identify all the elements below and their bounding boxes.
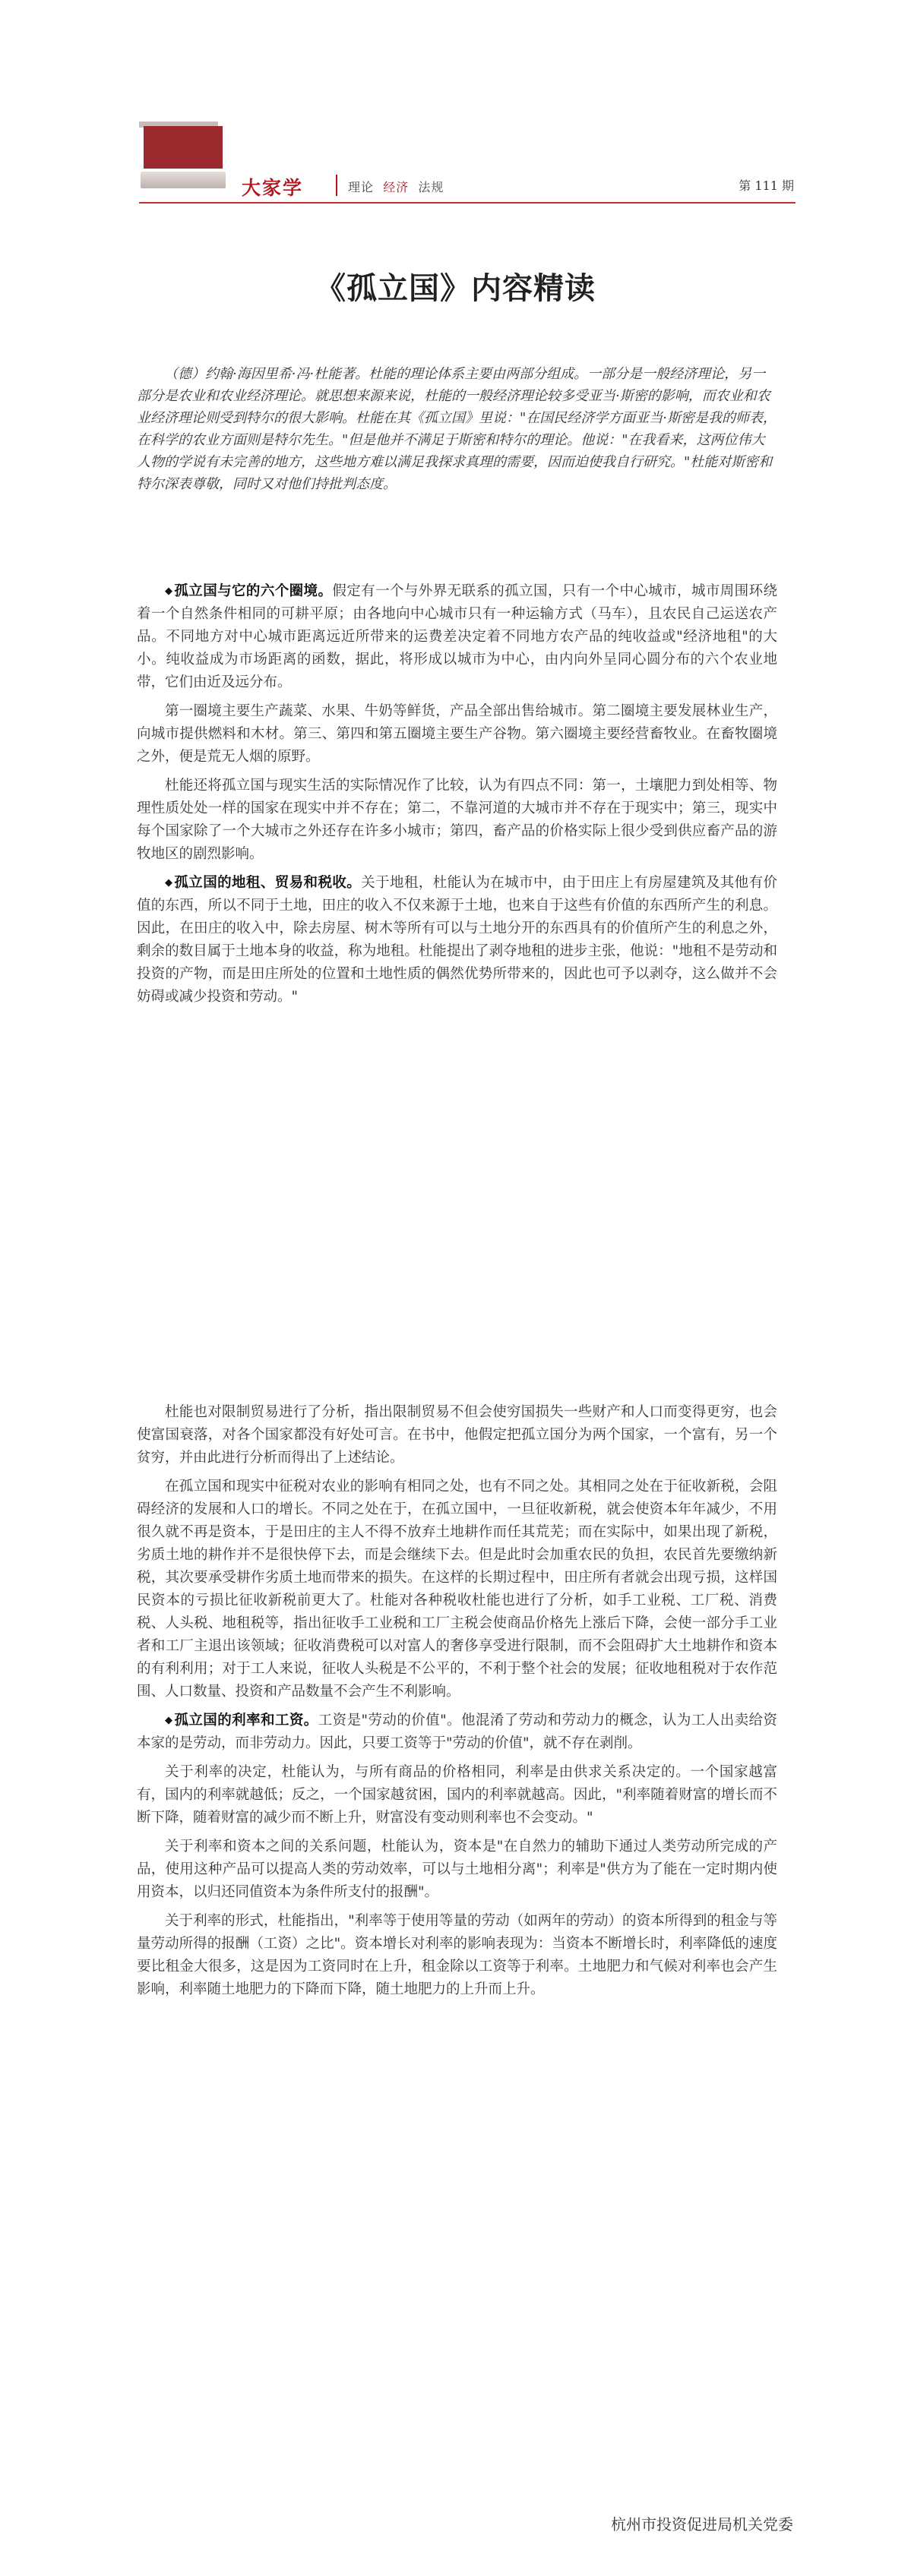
brand-name: 大家学 — [242, 177, 304, 199]
page-title: 《孤立国》内容精读 — [315, 270, 596, 306]
diamond-bullet-icon: ◆ — [165, 877, 173, 889]
section-1 — [137, 580, 777, 1015]
paragraph: ◆ 孤立国的地租、贸易和税收。关于地租，杜能认为在城市中，由于田庄上有房屋建筑及其他有价值的东西，所以不同于土地，田庄的收入不仅来源于土地，也来自于这些有价值的东西所产生的利息。因此，在田庄的收入中，除去房屋、树木等所有可以与土地分开的东西具有的价值所产生的利息之外，剩余的数目属于土地本身的收益，称为地租。杜能提出了剥夺地租的进步主张，他说："地租不是劳动和投资的产物，而是田庄所处的位置和土地性质的偶然优势所带来的，因此也可予以剥夺，这么做并不会妨碍或减少投资和劳动。" — [137, 875, 777, 1005]
section-heading: ◆ 孤立国的利率和工资。 — [165, 1713, 318, 1728]
section-heading: ◆ 孤立国与它的六个圈境。 — [165, 583, 333, 599]
signature: 杭州市投资促进局机关党委 — [611, 2515, 793, 2533]
intro-paragraph: （德）约翰·海因里希·冯·杜能著。杜能的理论体系主要由两部分组成。一部分是一般经济理论，另一部分是农业和农业经济理论。就思想来源来说，杜能的一般经济理论较多受亚当·斯密的影响，而农业和农业经济理论则受到特尔的很大影响。杜能在其《孤立国》里说："在国民经济学方面亚当·斯密是我的师表，在科学的农业方面则是特尔先生。"但是他并不满足于斯密和特尔的理论。他说："在我看来，这两位伟大人物的学说有未完善的地方，这些地方难以满足我探求真理的需要，因而迫使我自行研究。"杜能对斯密和特尔深表尊敬，同时又对他们持批判态度。 — [137, 366, 777, 492]
paragraph: ◆ 孤立国与它的六个圈境。假定有一个与外界无联系的孤立国，只有一个中心城市，城市周围环绕着一个自然条件相同的可耕平原；由各地向中心城市只有一种运输方式（马车），且农民自己运送农产品。不同地方对中心城市距离远近所带来的运费差决定着不同地方农产品的纯收益或"经济地租"的大小。纯收益成为市场距离的函数，据此，将形成以城市为中心，由内向外呈同心圆分布的六个农业地带，它们由近及远分布。 — [137, 583, 777, 690]
paragraph: ◆ 孤立国的利率和工资。工资是"劳动的价值"。他混淆了劳动和劳动力的概念，认为工人出卖给资本家的是劳动，而非劳动力。因此，只要工资等于"劳动的价值"，就不存在剥削。 — [137, 1713, 777, 1751]
paragraph: 关于利率和资本之间的关系问题，杜能认为，资本是"在自然力的辅助下通过人类劳动所完成的产品，使用这种产品可以提高人类的劳动效率，可以与土地相分离"；利率是"供方为了能在一定时期内使用资本，以归还同值资本为条件所支付的报酬"。 — [137, 1839, 777, 1900]
tag-economy: 经济 — [383, 180, 410, 194]
diamond-bullet-icon: ◆ — [165, 1715, 173, 1726]
section-2 — [137, 1401, 777, 2007]
issue-number: 第 111 期 — [739, 178, 794, 193]
paragraph: 杜能也对限制贸易进行了分析，指出限制贸易不但会使穷国损失一些财产和人口而变得更穷，也会使富国衰落，对各个国家都没有好处可言。在书中，他假定把孤立国分为两个国家，一个富有，另一个贫穷，并由此进行分析而得出了上述结论。 — [137, 1404, 777, 1466]
paragraph: 第一圈境主要生产蔬菜、水果、牛奶等鲜货，产品全部出售给城市。第二圈境主要发展林业生产，向城市提供燃料和木材。第三、第四和第五圈境主要生产谷物。第六圈境主要经营畜牧业。在畜牧圈境之外，便是荒无人烟的原野。 — [137, 703, 777, 765]
masthead-tags — [348, 178, 444, 195]
header-rule — [139, 202, 796, 204]
paragraph: 在孤立国和现实中征税对农业的影响有相同之处，也有不同之处。其相同之处在于征收新税，会阻碍经济的发展和人口的增长。不同之处在于，在孤立国中，一旦征收新税，就会使资本年年减少，不用很久就不再是资本，于是田庄的主人不得不放弃土地耕作而任其荒芜；而在实际中，如果出现了新税，劣质土地的耕作并不是很快停下去，而是会继续下去。但是此时会加重农民的负担，农民首先要缴纳新税，其次要承受耕作劣质土地而带来的损失。在这样的长期过程中，田庄所有者就会出现亏损，这样国民资本的亏损比征收新税前更大了。杜能对各种税收杜能也进行了分析，如手工业税、工厂税、消费税、人头税、地租税等，指出征收手工业税和工厂主税会使商品价格先上涨后下降，会使一部分手工业者和工厂主退出该领域；征收消费税可以对富人的奢侈享受进行限制，而不会阻碍扩大土地耕作和资本的有利利用；对于工人来说，征收人头税是不公平的，不利于整个社会的发展；征收地租税对于农作范围、人口数量、投资和产品数量不会产生不利影响。 — [137, 1479, 777, 1700]
tag-theory: 理论 — [348, 180, 375, 194]
tag-law: 法规 — [418, 180, 444, 194]
diamond-bullet-icon: ◆ — [165, 586, 173, 597]
intro-block — [137, 363, 777, 495]
masthead-divider — [336, 175, 337, 196]
paragraph: 关于利率的形式，杜能指出，"利率等于使用等量的劳动（如两年的劳动）的资本所得到的租金与等量劳动所得的报酬（工资）之比"。资本增长对利率的影响表现为：当资本不断增长时，利率降低的速度要比租金大很多，这是因为工资同时在上升，租金除以工资等于利率。土地肥力和气候对利率也会产生影响，利率随土地肥力的下降而下降，随土地肥力的上升而上升。 — [137, 1913, 777, 1997]
masthead-logo-graphic — [139, 114, 229, 190]
paragraph: 杜能还将孤立国与现实生活的实际情况作了比较，认为有四点不同：第一，土壤肥力到处相等、物理性质处处一样的国家在现实中并不存在；第二，不靠河道的大城市并不存在于现实中；第三，现实中每个国家除了一个大城市之外还存在许多小城市；第四，畜产品的价格实际上很少受到供应畜产品的游牧地区的剧烈影响。 — [137, 778, 777, 862]
section-heading: ◆ 孤立国的地租、贸易和税收。 — [165, 875, 362, 891]
paragraph: 关于利率的决定，杜能认为，与所有商品的价格相同，利率是由供求关系决定的。一个国家越富有，国内的利率就越低；反之，一个国家越贫困，国内的利率就越高。因此，"利率随着财富的增长而不断下降，随着财富的减少而不断上升，财富没有变动则利率也不会变动。" — [137, 1764, 777, 1826]
